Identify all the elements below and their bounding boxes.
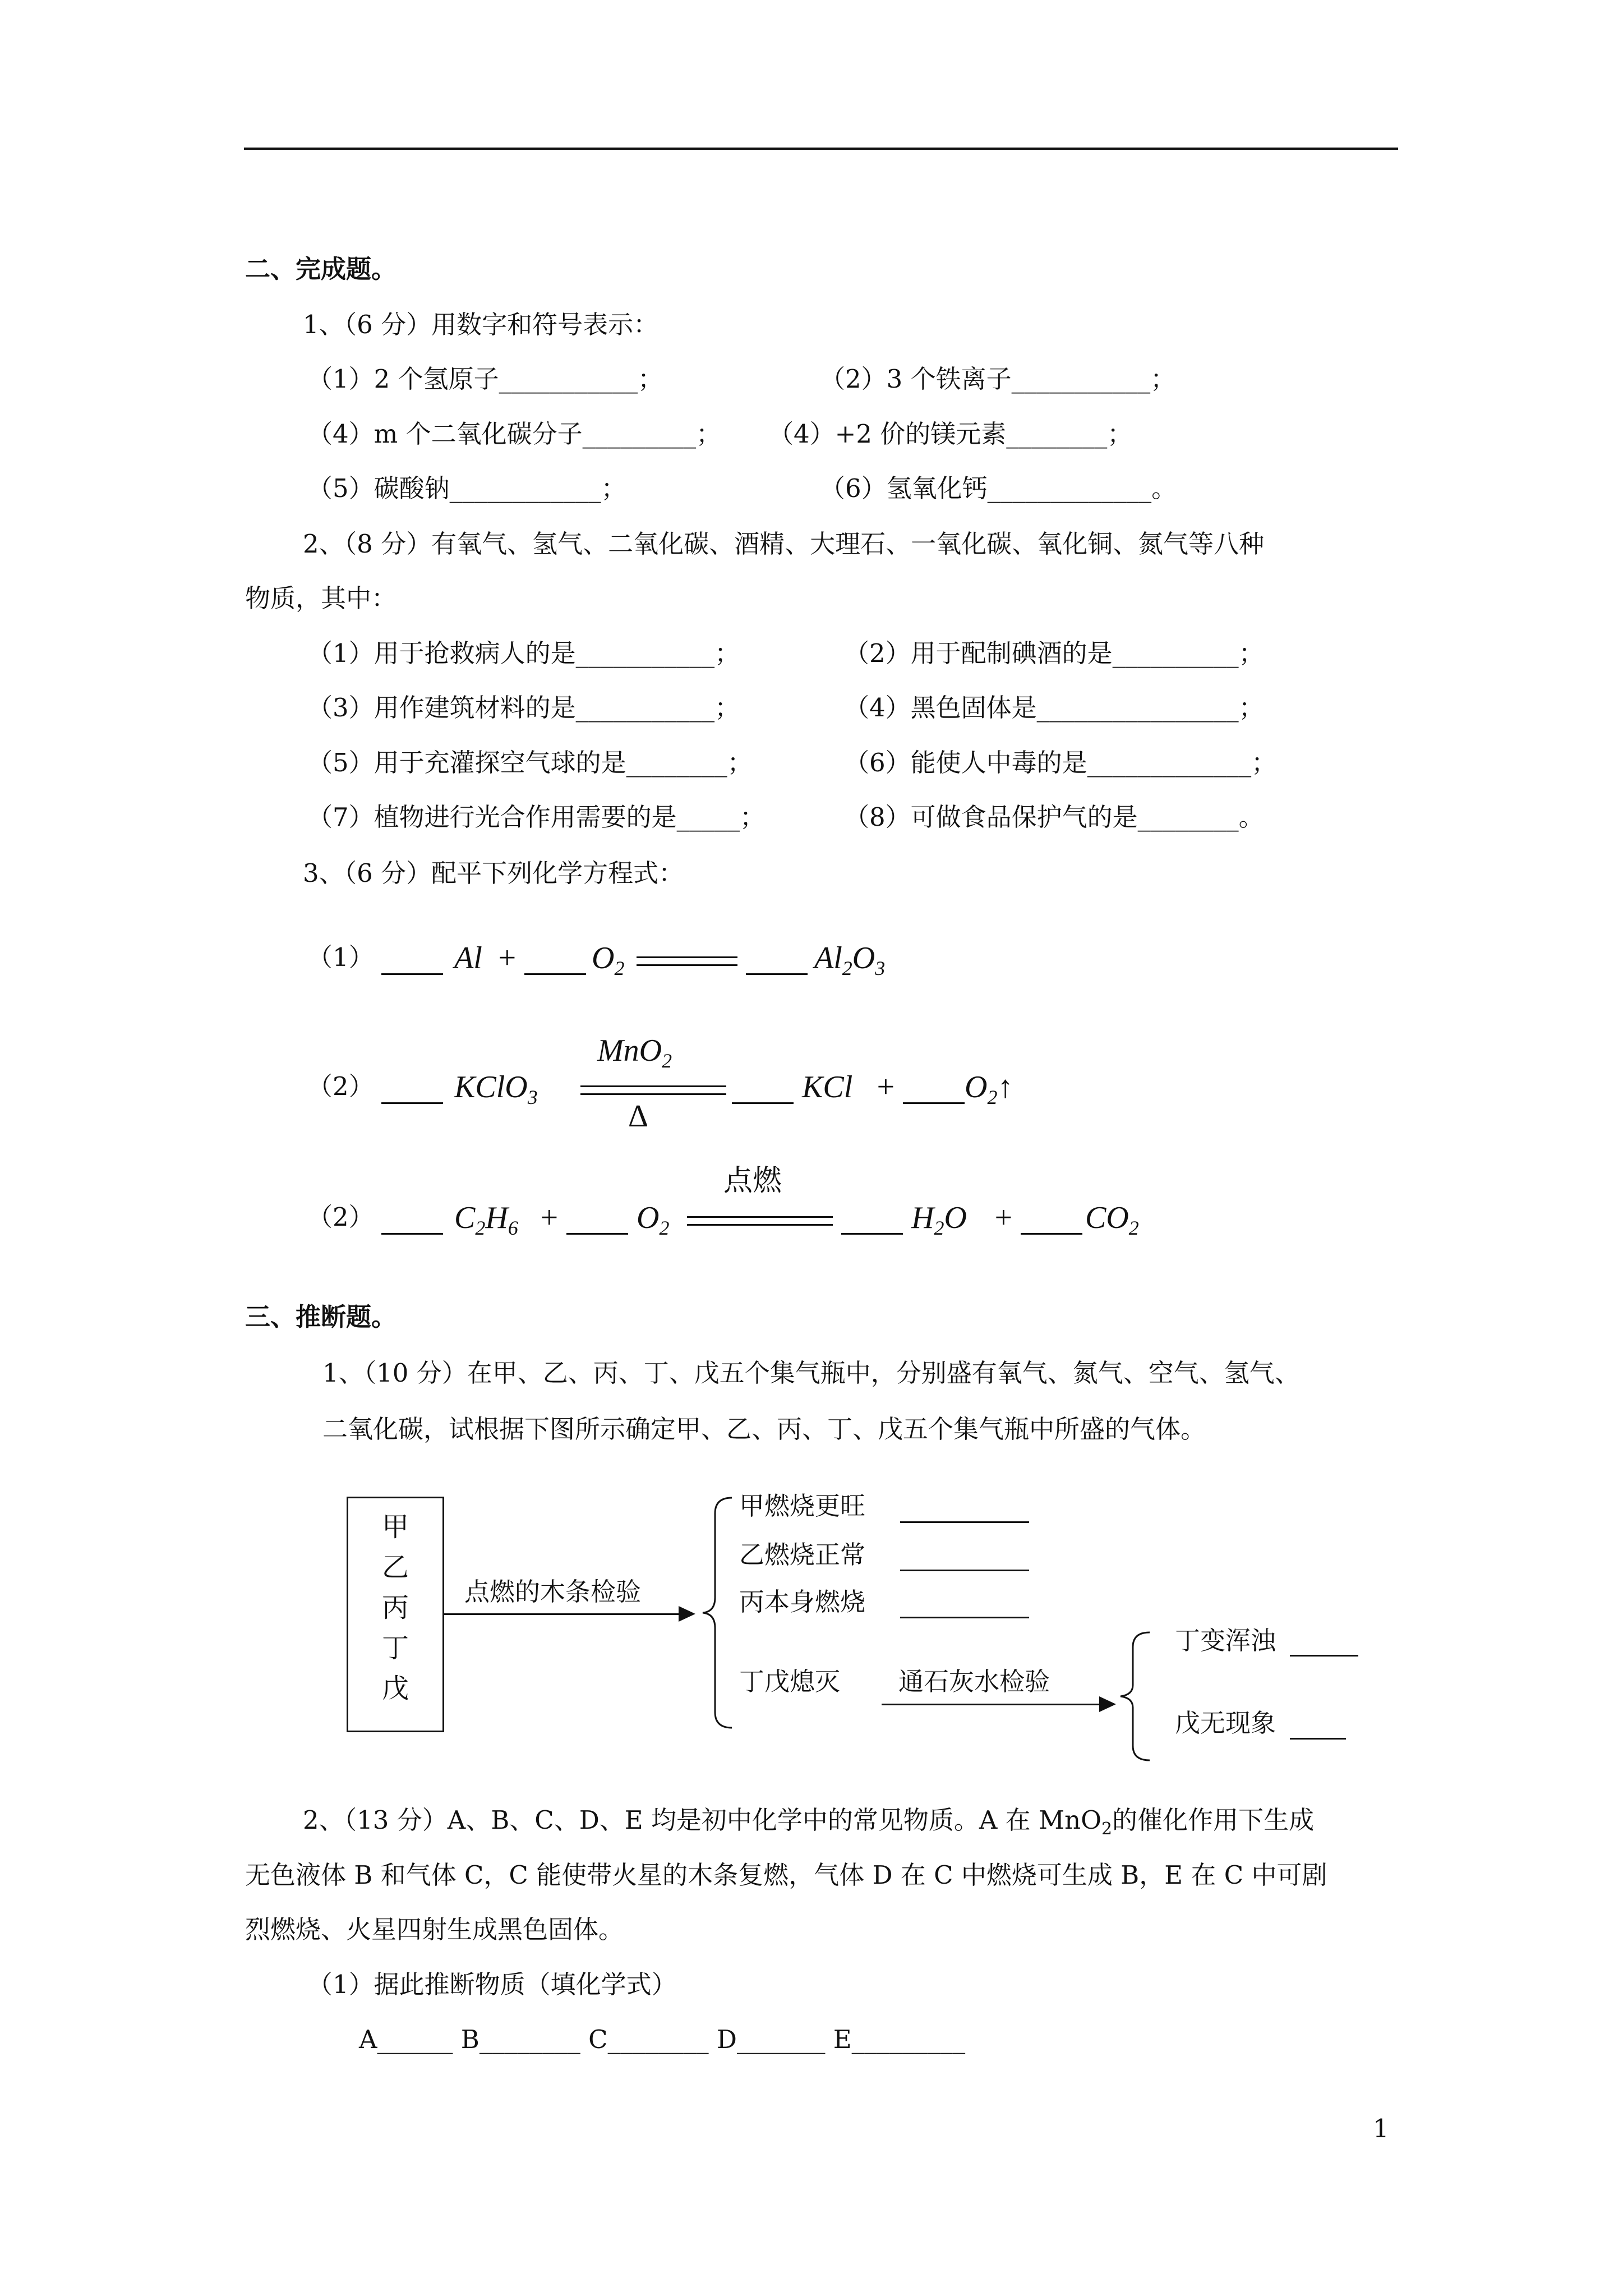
result-wu: 戊无现象	[1175, 1708, 1276, 1738]
eq3-reactant-1-sub: 2	[475, 1217, 486, 1240]
eq3-plus-1: +	[538, 1200, 560, 1235]
q2-item-4: （4）黑色固体是________________；	[844, 693, 1264, 723]
eq3-reactant-1b-sub: 6	[508, 1217, 518, 1240]
eq2-blank-3[interactable]	[903, 1102, 965, 1104]
test2-arrow-line	[882, 1704, 1100, 1705]
q3-prompt: 3、（6 分）配平下列化学方程式：	[303, 858, 684, 888]
eq3-blank-2[interactable]	[566, 1233, 628, 1235]
eq1-number: （1）	[307, 942, 374, 972]
eq1-blank-3[interactable]	[746, 973, 808, 975]
q2-prompt-line1: 2、（8 分）有氧气、氢气、二氧化碳、酒精、大理石、一氧化碳、氧化铜、氮气等八种	[303, 529, 1265, 559]
q2-item-3: （3）用作建筑材料的是___________；	[307, 693, 740, 723]
eq2-number: （2）	[307, 1071, 374, 1101]
brace-right-icon	[1119, 1631, 1152, 1761]
eq1-equals-top	[637, 956, 737, 958]
eq2-product-2: O	[965, 1070, 988, 1105]
eq3-blank-3[interactable]	[841, 1233, 903, 1235]
eq2-blank-1[interactable]	[381, 1102, 443, 1104]
eq3-product-2: CO	[1085, 1200, 1129, 1235]
s3q2-line3: 烈燃烧、火星四射生成黑色固体。	[245, 1915, 624, 1944]
result-jia-blank[interactable]	[900, 1521, 1029, 1523]
bottle-jia: 甲	[381, 1511, 409, 1543]
s3q1-prompt-line1: 1、（10 分）在甲、乙、丙、丁、戊五个集气瓶中，分别盛有氧气、氮气、空气、氢气、	[322, 1358, 1300, 1388]
eq3-blank-4[interactable]	[1021, 1233, 1082, 1235]
bottle-bing: 丙	[381, 1592, 409, 1623]
test2-arrow-head-icon	[1099, 1696, 1116, 1712]
extinguish-label: 丁戊熄灭	[739, 1667, 841, 1696]
eq1-reactant-2-sub: 2	[614, 957, 625, 980]
q2-item-2: （2）用于配制碘酒的是__________；	[844, 638, 1264, 668]
eq3-equals-bottom	[687, 1224, 833, 1226]
test1-label: 点燃的木条检验	[464, 1577, 642, 1607]
eq2-blank-2[interactable]	[732, 1102, 794, 1104]
eq3-reactant-1b: H	[485, 1200, 508, 1235]
eq1-plus: +	[496, 941, 518, 976]
q2-prompt-line2: 物质，其中：	[245, 583, 397, 613]
q1-item-2: （2）3 个铁离子___________；	[820, 364, 1176, 394]
eq3-condition: 点燃	[723, 1164, 782, 1198]
eq3-reactant-2-sub: 2	[659, 1217, 670, 1240]
test2-label: 通石灰水检验	[898, 1667, 1050, 1696]
bottle-wu: 戊	[381, 1673, 409, 1704]
eq3-product-2-sub: 2	[1128, 1217, 1139, 1240]
eq2-product-1: KCl	[802, 1070, 853, 1105]
q1-item-1: （1）2 个氢原子___________；	[307, 364, 663, 394]
result-ding-blank[interactable]	[1290, 1655, 1358, 1657]
header-rule	[244, 148, 1398, 150]
eq2-catalyst-sub: 2	[662, 1050, 672, 1073]
bottle-yi: 乙	[381, 1552, 409, 1583]
eq1-product-1b-sub: 3	[875, 957, 886, 980]
result-yi: 乙燃烧正常	[739, 1540, 866, 1570]
q1-item-5: （5）碳酸钠____________；	[307, 473, 626, 503]
q1-item-4: （4）+2 价的镁元素________；	[768, 419, 1133, 449]
test1-arrow-head-icon	[679, 1606, 695, 1622]
brace-left-icon	[701, 1497, 735, 1729]
eq1-blank-1[interactable]	[381, 973, 443, 975]
eq1-reactant-1: Al	[454, 941, 482, 976]
q2-item-7: （7）植物进行光合作用需要的是_____；	[307, 802, 766, 832]
q2-item-8: （8）可做食品保护气的是________。	[844, 802, 1264, 832]
result-ding: 丁变浑浊	[1175, 1626, 1276, 1655]
s3q2-line1	[303, 1803, 1314, 1846]
eq3-blank-1[interactable]	[381, 1233, 443, 1235]
result-jia: 甲燃烧更旺	[739, 1491, 866, 1521]
q2-item-1: （1）用于抢救病人的是___________；	[307, 638, 740, 668]
page-number: 1	[1373, 2114, 1389, 2143]
result-wu-blank[interactable]	[1290, 1738, 1346, 1740]
result-bing-blank[interactable]	[900, 1617, 1029, 1618]
eq2-plus: +	[875, 1070, 896, 1105]
eq3-reactant-2: O	[637, 1200, 660, 1235]
eq1-equals-bottom	[637, 964, 737, 966]
eq2-product-2-sub: 2	[987, 1086, 998, 1109]
eq3-reactant-1: C	[454, 1200, 476, 1235]
result-bing: 丙本身燃烧	[739, 1587, 866, 1617]
eq2-equals-bottom	[580, 1093, 726, 1095]
eq2-heat-symbol: Δ	[628, 1099, 649, 1134]
eq2-reactant-1: KClO	[454, 1070, 528, 1105]
result-yi-blank[interactable]	[900, 1570, 1029, 1571]
q2-item-5: （5）用于充灌探空气球的是________；	[307, 748, 753, 777]
q1-prompt: 1、（6 分）用数字和符号表示：	[303, 310, 659, 339]
eq1-product-1: Al	[814, 941, 842, 976]
test1-arrow-line	[444, 1613, 680, 1615]
eq2-equals-top	[580, 1085, 726, 1087]
eq3-product-1: H	[911, 1200, 934, 1235]
s3q1-prompt-line2: 二氧化碳，试根据下图所示确定甲、乙、丙、丁、戊五个集气瓶中所盛的气体。	[322, 1414, 1206, 1444]
eq3-equals-top	[687, 1216, 833, 1218]
gas-arrow-icon: ↑	[997, 1070, 1013, 1105]
eq3-product-1b: O	[944, 1200, 967, 1235]
q1-item-6: （6）氢氧化钙_____________。	[820, 473, 1177, 503]
s3q2-line1-text: 2、（13 分）A、B、C、D、E 均是初中化学中的常见物质。A 在 MnO	[303, 1805, 1101, 1835]
q2-item-6: （6）能使人中毒的是_____________；	[844, 748, 1277, 777]
q1-item-3: （4）m 个二氧化碳分子_________；	[307, 419, 722, 449]
eq1-product-1-sub: 2	[842, 957, 852, 980]
eq1-product-1b: O	[852, 941, 875, 976]
s3q2-answers[interactable]: A______ B________ C________ D_______ E_________	[359, 2024, 966, 2054]
eq1-reactant-2: O	[592, 941, 615, 976]
s3q2-line1-end: 的催化作用下生成	[1112, 1805, 1315, 1835]
s3q2-sub1: （1）据此推断物质（填化学式）	[307, 1970, 677, 1999]
section2-title: 二、完成题。	[245, 254, 397, 284]
eq3-number: （2）	[307, 1202, 374, 1232]
eq2-catalyst: MnO	[597, 1033, 662, 1068]
bottle-ding: 丁	[381, 1632, 409, 1664]
eq3-plus-2: +	[993, 1200, 1014, 1235]
section3-title: 三、推断题。	[245, 1302, 397, 1332]
eq2-reactant-1-sub: 3	[527, 1086, 538, 1109]
s3q2-line1-sub: 2	[1101, 1819, 1113, 1839]
s3q2-line2: 无色液体 B 和气体 C，C 能使带火星的木条复燃，气体 D 在 C 中燃烧可生成 B，E 在 C 中可剧	[245, 1860, 1327, 1890]
eq3-product-1-sub: 2	[934, 1217, 944, 1240]
eq1-blank-2[interactable]	[524, 973, 586, 975]
